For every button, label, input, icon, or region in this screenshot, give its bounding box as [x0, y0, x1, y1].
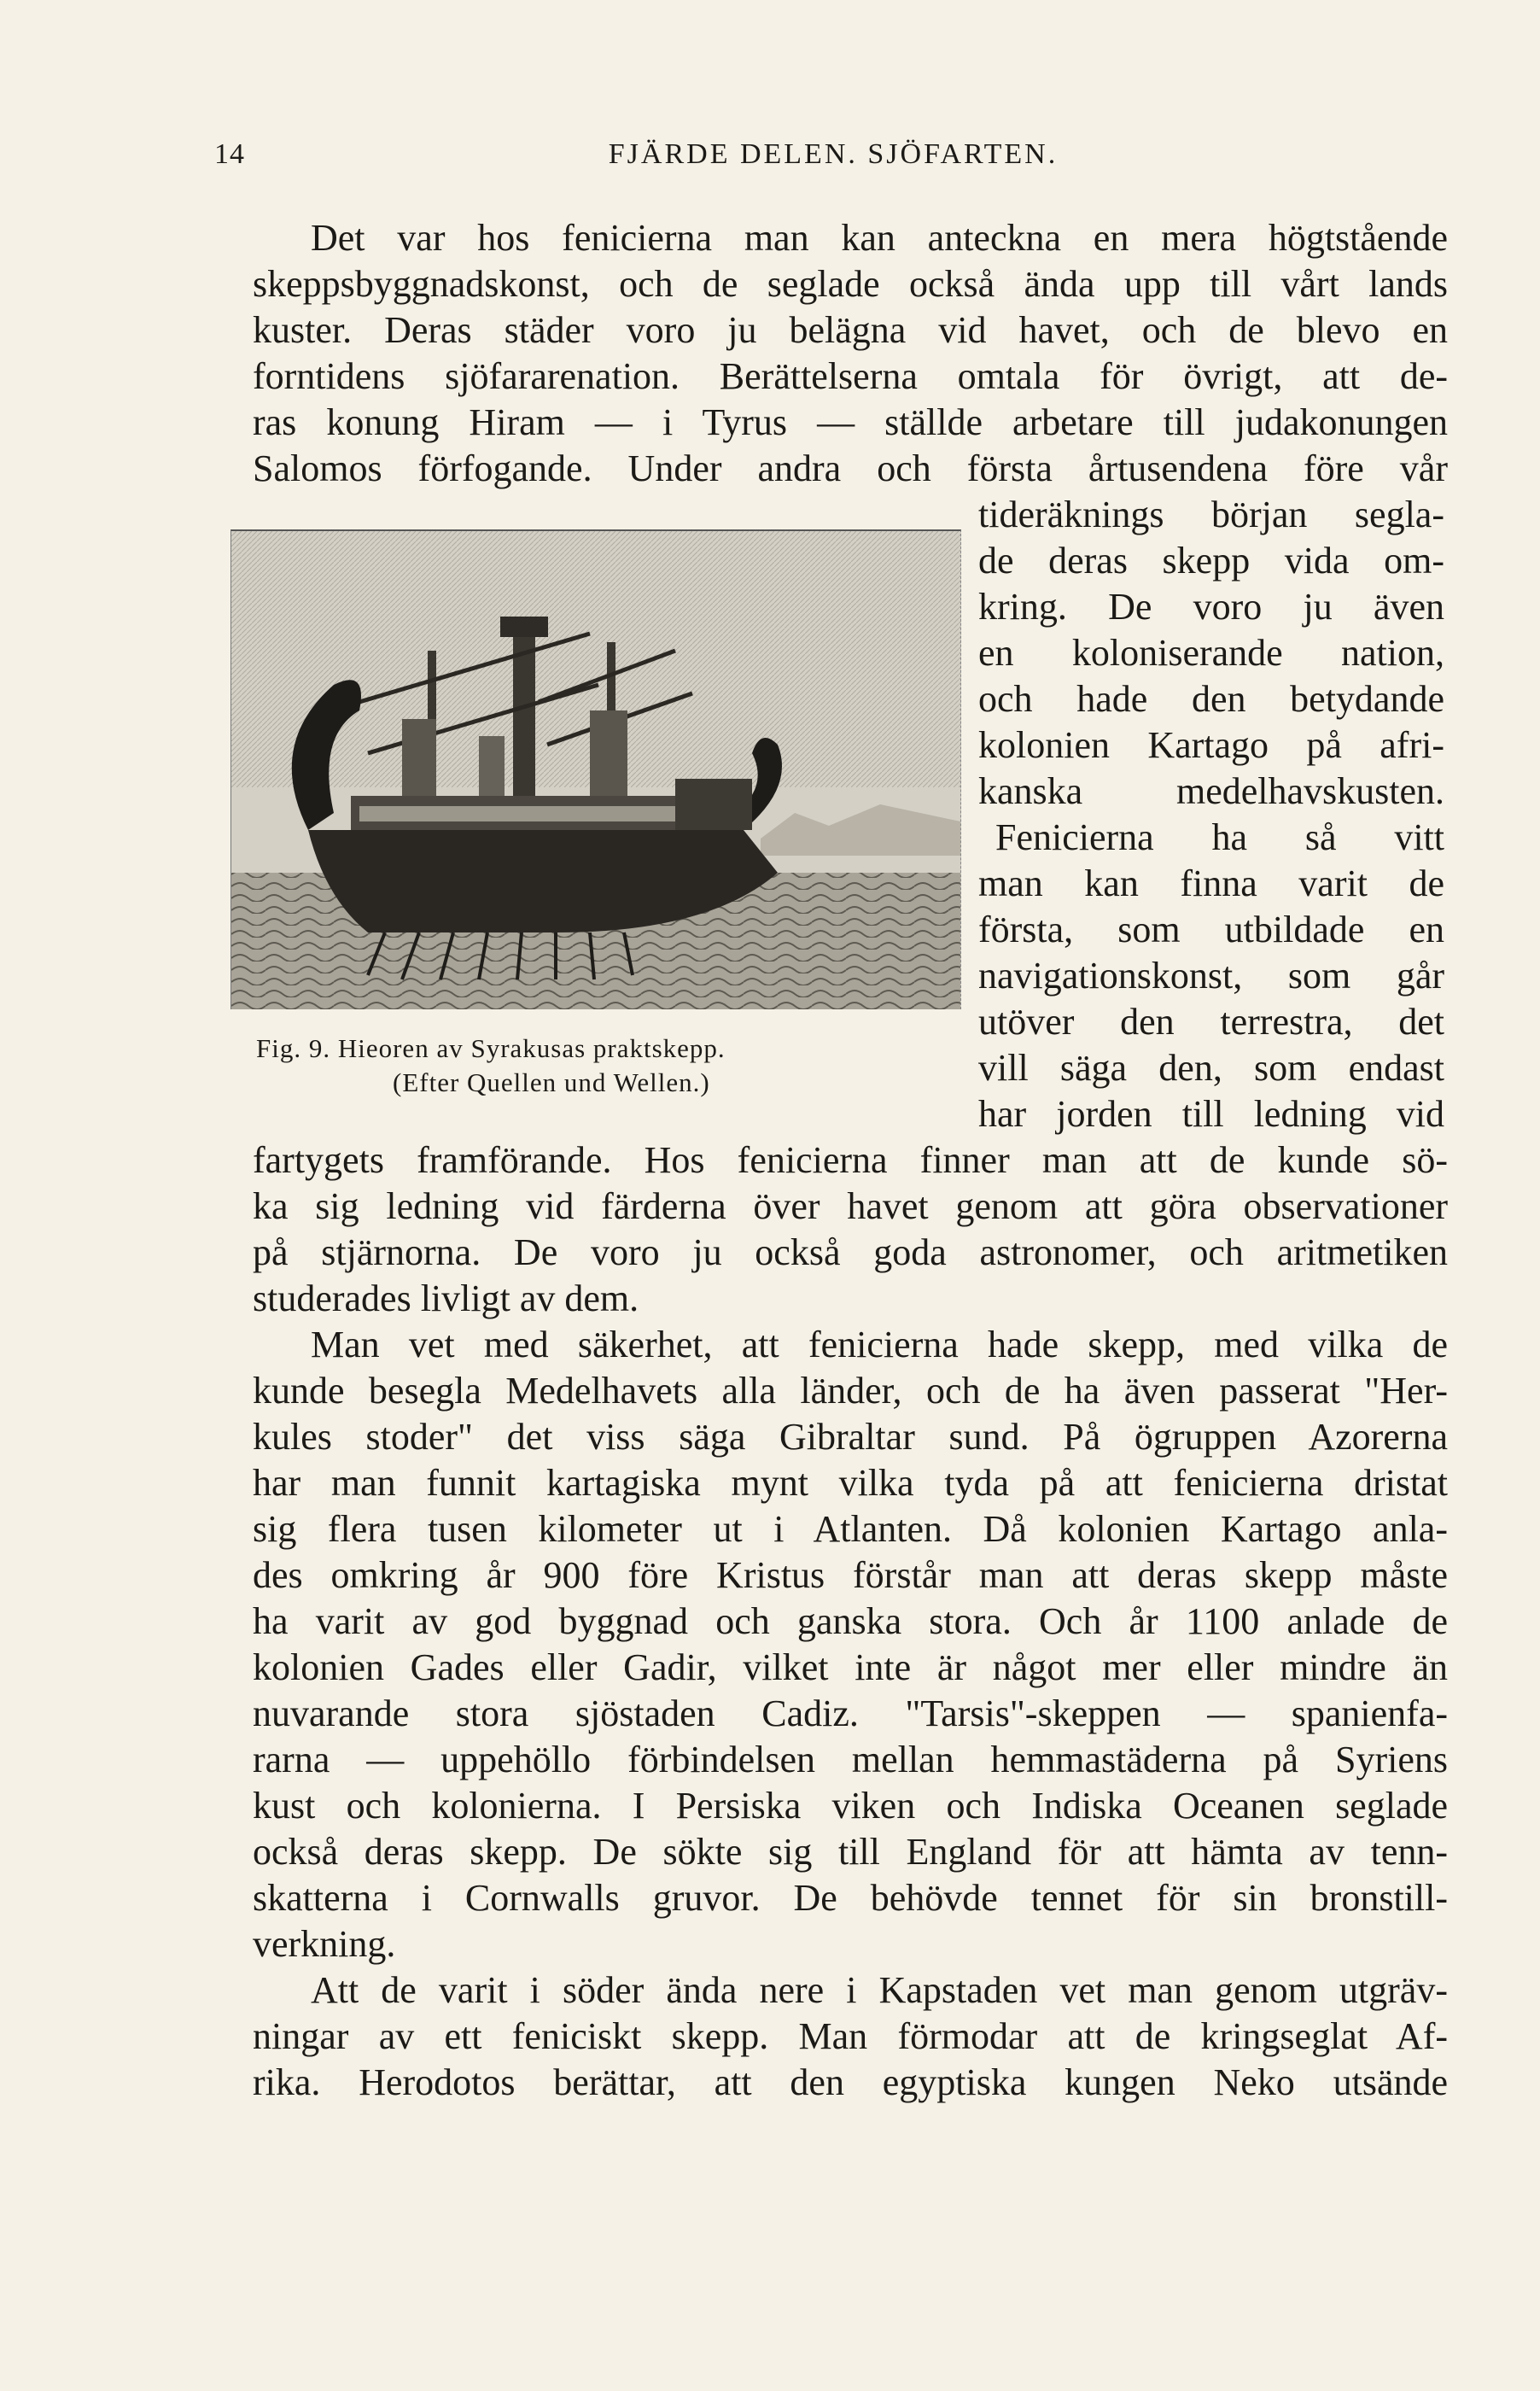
text-line: vill säga den, som endast — [978, 1047, 1444, 1089]
text-line: en koloniserande nation, — [978, 632, 1444, 674]
text-line: ningar av ett feniciskt skepp. Man förmodar att de kringseglat Af- — [253, 2015, 1448, 2057]
text-line: sig flera tusen kilometer ut i Atlanten. Då kolonien Kartago anla- — [253, 1508, 1448, 1550]
ship-drawing — [231, 531, 960, 1009]
text-line: ka sig ledning vid färderna över havet genom att göra observationer — [253, 1185, 1448, 1227]
text-line: studerades livligt av dem. — [253, 1277, 639, 1319]
text-line: ha varit av god byggnad och ganska stora. Och år 1100 anlade de — [253, 1600, 1448, 1642]
ship-illustration — [230, 529, 961, 1009]
text-line: och hade den betydande — [978, 678, 1444, 720]
text-line: des omkring år 900 före Kristus förstår man att deras skepp måste — [253, 1554, 1448, 1596]
figure-caption — [256, 1032, 948, 1100]
text-line: kunde besegla Medelhavets alla länder, och de ha även passerat "Her- — [253, 1370, 1448, 1412]
text-line: Salomos förfogande. Under andra och första årtusendena före vår — [253, 447, 1448, 489]
text-line: kolonien Gades eller Gadir, vilket inte är något mer eller mindre än — [253, 1646, 1448, 1688]
text-line: Fenicierna ha så vitt — [995, 816, 1444, 858]
page-number: 14 — [214, 138, 245, 170]
text-line: fartygets framförande. Hos fenicierna finner man att de kunde sö- — [253, 1139, 1448, 1181]
text-line: man kan finna varit de — [978, 862, 1444, 904]
text-line: har man funnit kartagiska mynt vilka tyda på att fenicierna dristat — [253, 1462, 1448, 1504]
text-line: på stjärnorna. De voro ju också goda astronomer, och aritmetiken — [253, 1231, 1448, 1273]
text-line: kanska medelhavskusten. — [978, 770, 1444, 812]
text-line: kolonien Kartago på afri- — [978, 724, 1444, 766]
text-line: rarna — uppehöllo förbindelsen mellan hemmastäderna på Syriens — [253, 1739, 1448, 1780]
text-line: nuvarande stora sjöstaden Cadiz. "Tarsis"-skeppen — spanienfa- — [253, 1692, 1448, 1734]
text-line: Man vet med säkerhet, att fenicierna hade skepp, med vilka de — [311, 1324, 1448, 1365]
caption-line-2: (Efter Quellen und Wellen.) — [393, 1067, 710, 1097]
running-title: FJÄRDE DELEN. SJÖFARTEN. — [608, 138, 1059, 170]
text-line: rika. Herodotos berättar, att den egyptiska kungen Neko utsände — [253, 2061, 1448, 2103]
text-line: de deras skepp vida om- — [978, 540, 1444, 582]
text-line: verkning. — [253, 1923, 396, 1965]
text-line: forntidens sjöfararenation. Berättelserna omtala för övrigt, att de- — [253, 355, 1448, 397]
text-line: har jorden till ledning vid — [978, 1093, 1444, 1135]
text-line: Det var hos fenicierna man kan anteckna en mera högtstående — [311, 217, 1448, 259]
caption-line-1: Fig. 9. Hieoren av Syrakusas praktskepp. — [256, 1033, 726, 1063]
page-header — [214, 138, 1452, 181]
text-line: första, som utbildade en — [978, 909, 1444, 950]
text-line: ras konung Hiram — i Tyrus — ställde arbetare till judakonungen — [253, 401, 1448, 443]
text-line: kules stoder" det viss säga Gibraltar sund. På ögruppen Azorerna — [253, 1416, 1448, 1458]
text-line: tideräknings början segla- — [978, 494, 1444, 535]
text-line: kring. De voro ju även — [978, 586, 1444, 628]
text-line: navigationskonst, som går — [978, 955, 1444, 997]
text-line: skatterna i Cornwalls gruvor. De behövde tennet för sin bronstill- — [253, 1877, 1448, 1919]
text-line: skeppsbyggnadskonst, och de seglade också ända upp till vårt lands — [253, 263, 1448, 305]
text-line: utöver den terrestra, det — [978, 1001, 1444, 1043]
text-line: Att de varit i söder ända nere i Kapstaden vet man genom utgräv- — [311, 1969, 1448, 2011]
text-line: kust och kolonierna. I Persiska viken och Indiska Oceanen seglade — [253, 1785, 1448, 1827]
text-line: också deras skepp. De sökte sig till England för att hämta av tenn- — [253, 1831, 1448, 1873]
text-line: kuster. Deras städer voro ju belägna vid havet, och de blevo en — [253, 309, 1448, 351]
